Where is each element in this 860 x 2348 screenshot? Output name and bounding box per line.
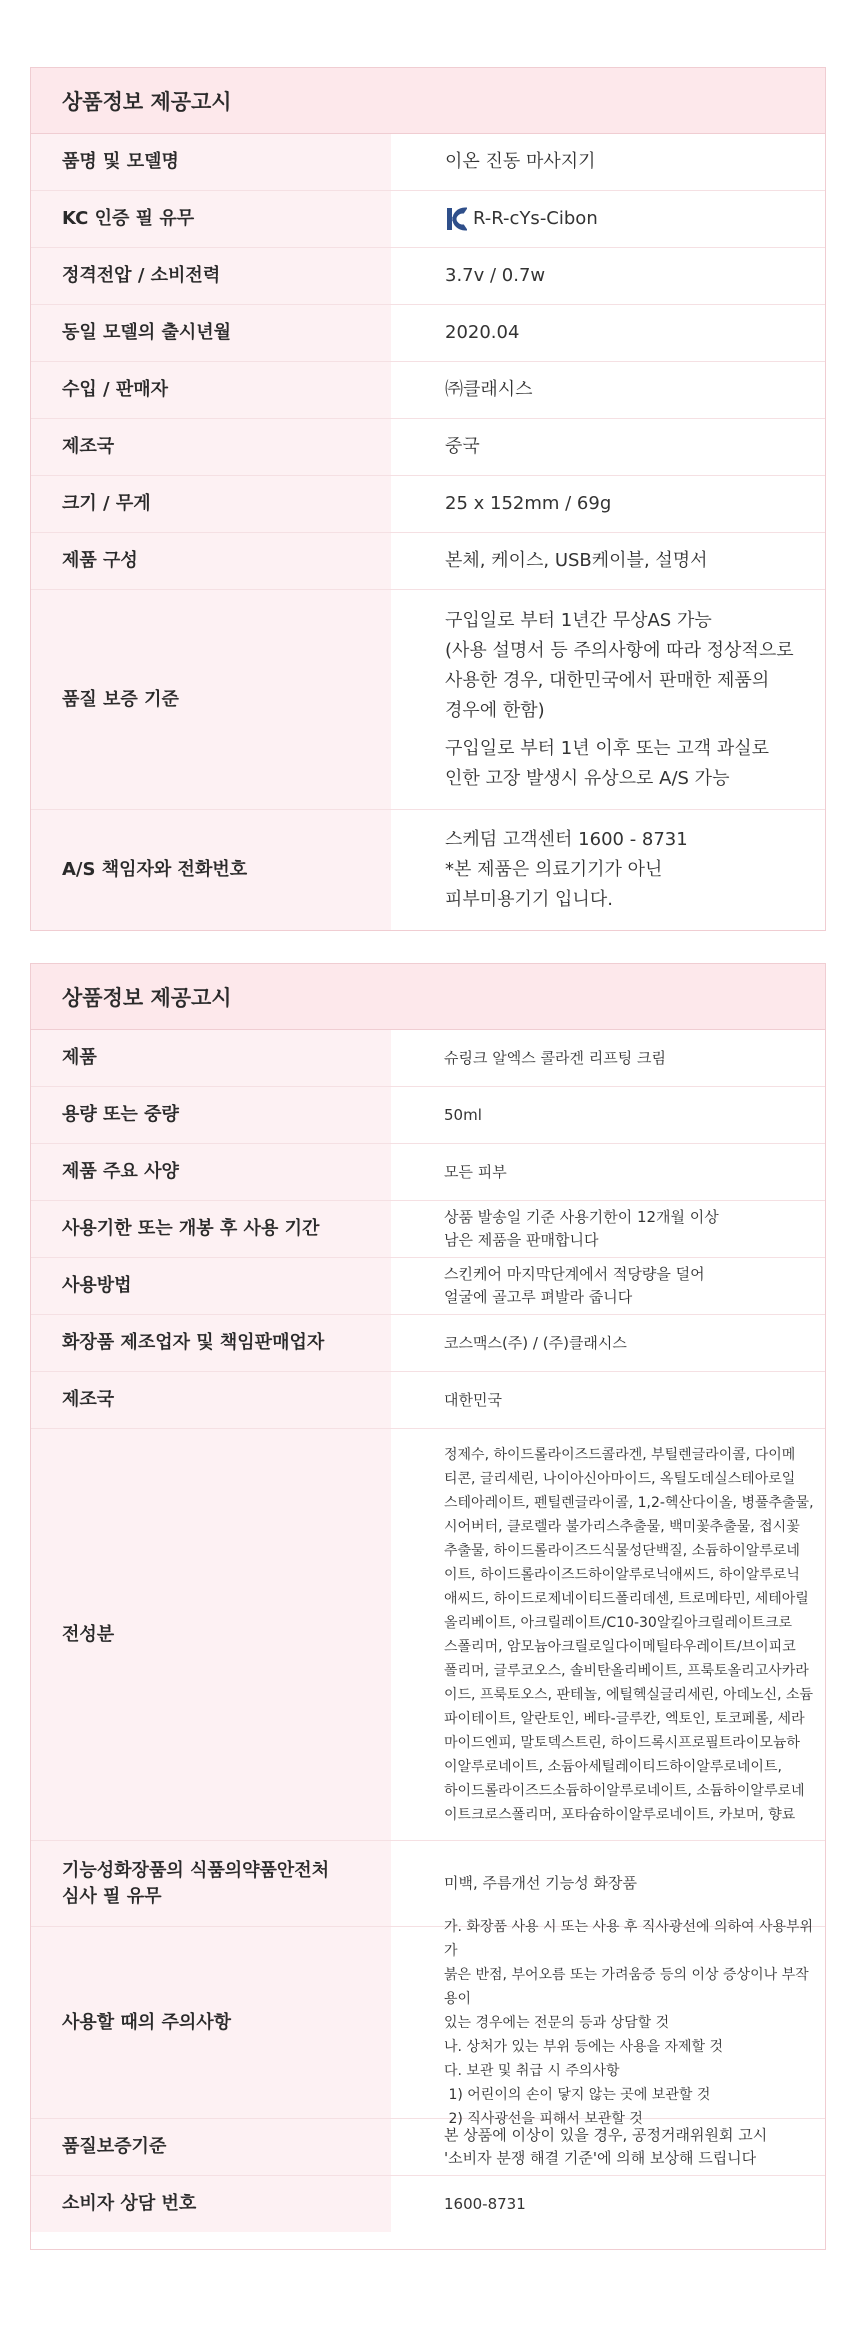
- row-label: 크기 / 무게: [31, 476, 391, 532]
- row-value: [391, 1201, 825, 1257]
- row-label: [31, 1841, 391, 1926]
- value-line: 피부미용기기 입니다.: [445, 889, 613, 910]
- kc-mark-icon: [445, 206, 467, 232]
- value-line: 이알루로네이트, 소듐아세틸레이티드하이알루로네이트,: [444, 1758, 782, 1775]
- table-row: [31, 1258, 825, 1315]
- row-label: 사용방법: [31, 1258, 391, 1314]
- value-line: 가. 화장품 사용 시 또는 사용 후 직사광선에 의하여 사용부위가: [444, 1918, 814, 1959]
- row-value: [391, 1258, 825, 1314]
- value-line: 있는 경우에는 전문의 등과 상담할 것: [444, 2014, 670, 2031]
- value-text: 50ml: [444, 1105, 482, 1124]
- value-line: 애씨드, 하이드로제네이티드폴리데센, 트로메타민, 세테아릴: [444, 1590, 809, 1607]
- row-value: [391, 134, 825, 190]
- value-text: 이온 진동 마사지기: [445, 151, 596, 172]
- value-line: 스킨케어 마지막단계에서 적당량을 덜어: [444, 1265, 705, 1283]
- value-line: 추출물, 하이드롤라이즈드식물성단백질, 소듐하이알루로네: [444, 1542, 800, 1559]
- value-line: 정제수, 하이드롤라이즈드콜라겐, 부틸렌글라이콜, 다이메: [444, 1446, 796, 1463]
- row-label: 제품: [31, 1030, 391, 1086]
- label-line: 심사 필 유무: [62, 1885, 162, 1907]
- row-value: [391, 1030, 825, 1086]
- value-line: 남은 제품을 판매합니다: [444, 1231, 599, 1249]
- label-line: 기능성화장품의 식품의약품안전처: [62, 1860, 330, 1882]
- value-text: 슈링크 알엑스 콜라겐 리프팅 크림: [444, 1048, 666, 1067]
- table-row: [31, 1087, 825, 1144]
- value-line: '소비자 분쟁 해결 기준'에 의해 보상해 드립니다: [444, 2149, 757, 2167]
- row-label: 제조국: [31, 1372, 391, 1428]
- value-line: 이드, 프룩토오스, 판테놀, 에틸헥실글리세린, 아데노신, 소듐: [444, 1686, 814, 1703]
- row-label: 동일 모델의 출시년월: [31, 305, 391, 361]
- row-value: [391, 590, 825, 809]
- product-info-table-device: [30, 67, 826, 931]
- value-text: 25 x 152mm / 69g: [445, 493, 612, 514]
- value-line: 구입일로 부터 1년간 무상AS 가능: [445, 609, 712, 631]
- value-text: 3.7v / 0.7w: [445, 265, 546, 286]
- row-value: [391, 476, 825, 532]
- table-row: [31, 134, 825, 191]
- value-line: 나. 상처가 있는 부위 등에는 사용을 자제할 것: [444, 2038, 724, 2055]
- value-text: 대한민국: [444, 1390, 502, 1409]
- row-value: [391, 1315, 825, 1371]
- table-row: [31, 419, 825, 476]
- row-value: [391, 810, 825, 930]
- table-row: [31, 2119, 825, 2176]
- value-line: 티콘, 글리세린, 나이아신아마이드, 옥틸도데실스테아로일: [444, 1470, 796, 1487]
- row-value: [391, 533, 825, 589]
- row-label: 품질보증기준: [31, 2119, 391, 2175]
- row-value: [391, 1429, 825, 1840]
- table-row: [31, 590, 825, 810]
- value-line: 시어버터, 클로렐라 불가리스추출물, 백미꽃추출물, 접시꽃: [444, 1518, 800, 1535]
- table-row: [31, 476, 825, 533]
- value-line: 상품 발송일 기준 사용기한이 12개월 이상: [444, 1208, 719, 1226]
- value-line: 폴리머, 글루코오스, 솔비탄올리베이트, 프룩토올리고사카라: [444, 1662, 809, 1679]
- value-text: 미백, 주름개선 기능성 화장품: [444, 1874, 637, 1892]
- value-text: ㈜클래시스: [445, 379, 533, 400]
- table-row: [31, 1918, 825, 2127]
- table-row: [31, 1372, 825, 1429]
- value-line: 경우에 한함): [445, 699, 545, 721]
- row-label: A/S 책임자와 전화번호: [31, 810, 391, 930]
- value-text: 중국: [445, 436, 480, 457]
- table-row: [31, 1201, 825, 1258]
- table-row: [31, 1429, 825, 1841]
- table-row: [31, 1315, 825, 1372]
- value-text: 1600-8731: [444, 2194, 526, 2213]
- row-label: 화장품 제조업자 및 책임판매업자: [31, 1315, 391, 1371]
- row-value: [391, 2176, 825, 2232]
- value-line: 스폴리머, 암모늄아크릴로일다이메틸타우레이트/브이피코: [444, 1638, 796, 1655]
- value-line: 마이드엔피, 말토덱스트린, 하이드록시프로필트라이모늄하: [444, 1734, 800, 1751]
- row-value: [391, 1372, 825, 1428]
- value-line: 파이테이트, 알란토인, 베타-글루칸, 엑토인, 토코페롤, 세라: [444, 1710, 805, 1727]
- row-value: [391, 419, 825, 475]
- value-line: 본 상품에 이상이 있을 경우, 공정거래위원회 고시: [444, 2126, 768, 2144]
- value-text: 모든 피부: [444, 1162, 507, 1181]
- row-value: [391, 1087, 825, 1143]
- value-line: (사용 설명서 등 주의사항에 따라 정상적으로: [445, 639, 794, 661]
- value-text: R-R-cYs-Cibon: [473, 208, 598, 229]
- row-value: [391, 1144, 825, 1200]
- value-text: 코스맥스(주) / (주)클래시스: [444, 1333, 627, 1352]
- value-line: 얼굴에 골고루 펴발라 줍니다: [444, 1288, 633, 1306]
- row-label: 품질 보증 기준: [31, 590, 391, 809]
- row-label: KC 인증 필 유무: [31, 191, 391, 247]
- row-value: [391, 1841, 825, 1926]
- row-label: 정격전압 / 소비전력: [31, 248, 391, 304]
- value-line: 스케덤 고객센터 1600 - 8731: [445, 829, 688, 850]
- value-line: 이트크로스폴리머, 포타슘하이알루로네이트, 카보머, 향료: [444, 1806, 796, 1823]
- row-value: [391, 305, 825, 361]
- table-header: [31, 68, 825, 134]
- value-line: 다. 보관 및 취급 시 주의사항: [444, 2062, 620, 2079]
- value-line: 2) 직사광선을 피해서 보관할 것: [444, 2110, 643, 2127]
- row-label: 수입 / 판매자: [31, 362, 391, 418]
- row-value: [391, 2119, 825, 2175]
- kc-value: [445, 204, 815, 234]
- row-label: 전성분: [31, 1429, 391, 1840]
- value-line: 하이드롤라이즈드소듐하이알루로네이트, 소듐하이알루로네: [444, 1782, 805, 1799]
- row-value: [391, 248, 825, 304]
- row-label: 소비자 상담 번호: [31, 2176, 391, 2232]
- row-value: [391, 191, 825, 247]
- value-line: *본 제품은 의료기기가 아닌: [445, 859, 663, 880]
- row-value: [391, 1918, 825, 2127]
- row-value: [391, 362, 825, 418]
- table-row: [31, 1144, 825, 1201]
- row-label: 제조국: [31, 419, 391, 475]
- table-row: [31, 2176, 825, 2232]
- value-line: 1) 어린이의 손이 닿지 않는 곳에 보관할 것: [444, 2086, 711, 2103]
- value-line: 붉은 반점, 부어오름 또는 가려움증 등의 이상 증상이나 부작용이: [444, 1966, 809, 2007]
- row-label: 제품 구성: [31, 533, 391, 589]
- row-label: 사용할 때의 주의사항: [31, 1927, 391, 2118]
- value-line: 올리베이트, 아크릴레이트/C10-30알킬아크릴레이트크로: [444, 1614, 793, 1631]
- row-label: 사용기한 또는 개봉 후 사용 기간: [31, 1201, 391, 1257]
- product-info-table-cosmetic: [30, 963, 826, 2250]
- table-row: [31, 191, 825, 248]
- table-row: [31, 362, 825, 419]
- value-line: 사용한 경우, 대한민국에서 판매한 제품의: [445, 669, 770, 691]
- table-row: [31, 533, 825, 590]
- value-line: 인한 고장 발생시 유상으로 A/S 가능: [445, 767, 730, 789]
- table-row: [31, 1030, 825, 1087]
- table-title: 상품정보 제공고시: [62, 89, 232, 114]
- value-line: 스테아레이트, 펜틸렌글라이콜, 1,2-헥산다이올, 병풀추출물,: [444, 1494, 814, 1511]
- table-header: [31, 964, 825, 1030]
- value-line: 구입일로 부터 1년 이후 또는 고객 과실로: [445, 737, 769, 759]
- table-title: 상품정보 제공고시: [62, 985, 232, 1010]
- table-row: [31, 305, 825, 362]
- row-label: 용량 또는 중량: [31, 1087, 391, 1143]
- row-label: 제품 주요 사양: [31, 1144, 391, 1200]
- row-label: 품명 및 모델명: [31, 134, 391, 190]
- value-line: 이트, 하이드롤라이즈드하이알루로닉애씨드, 하이알루로닉: [444, 1566, 800, 1583]
- table-row: [31, 810, 825, 930]
- table-row: [31, 248, 825, 305]
- value-text: 2020.04: [445, 322, 520, 343]
- value-text: 본체, 케이스, USB케이블, 설명서: [445, 550, 708, 571]
